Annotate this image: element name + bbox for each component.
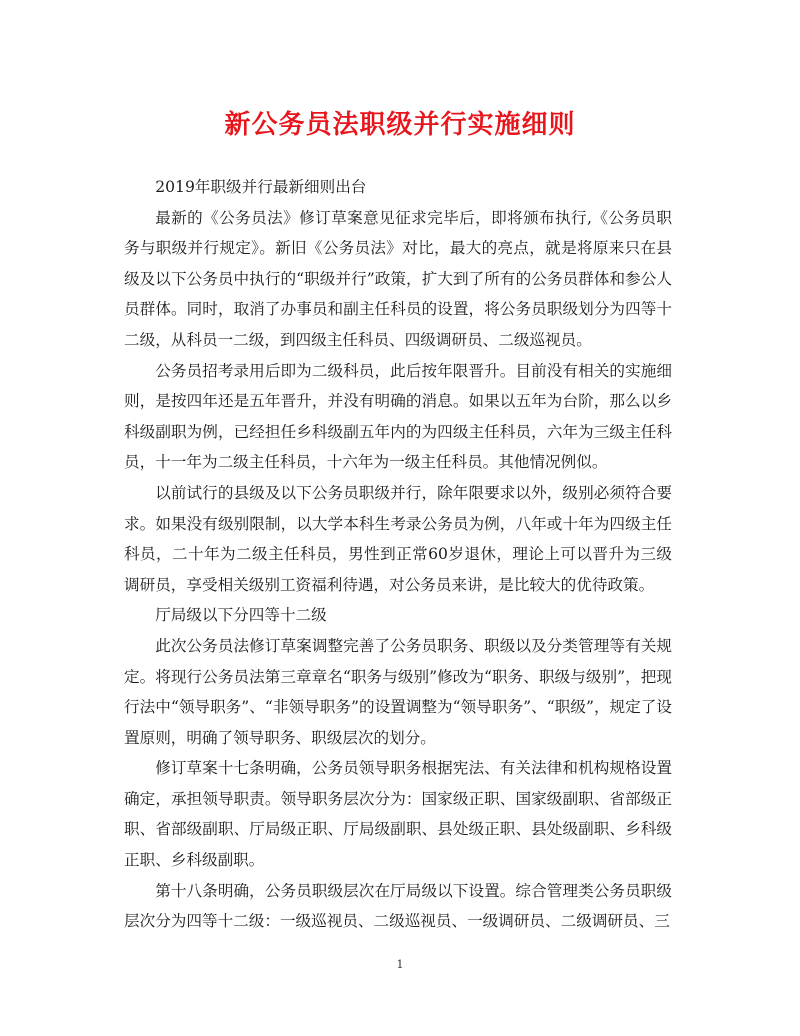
paragraph: 公务员招考录用后即为二级科员，此后按年限晋升。目前没有相关的实施细则，是按四年还是五年晋升，并没有明确的消息。如果以五年为台阶，那么以乡科级副职为例，已经担任乡科级副五年内的为四级主任科员，六年为三级主任科员，十一年为二级主任科员，十六年为一级主任科员。其他情况例似。 [124, 361, 672, 472]
document-title: 新公务员法职级并行实施细则 [224, 110, 576, 140]
document-body [124, 172, 672, 937]
paragraph-subtitle: 2019年职级并行最新细则出台 [155, 178, 367, 196]
paragraph: 第十八条明确，公务员职级层次在厅局级以下设置。综合管理类公务员职级层次分为四等十二级：一级巡视员、二级巡视员、一级调研员、二级调研员、三 [124, 881, 672, 931]
page-number: 1 [396, 958, 404, 971]
paragraph: 以前试行的县级及以下公务员职级并行，除年限要求以外，级别必须符合要求。如果没有级别限制，以大学本科生考录公务员为例，八年或十年为四级主任科员，二十年为二级主任科员，男性到正常60岁退休，理论上可以晋升为三级调研员，享受相关级别工资福利待遇，对公务员来讲，是比较大的优待政策。 [124, 483, 672, 594]
paragraph: 最新的《公务员法》修订草案意见征求完毕后，即将颁布执行,《公务员职务与职级并行规定》。新旧《公务员法》对比，最大的亮点，就是将原来只在县级及以下公务员中执行的“职级并行”政策，扩大到了所有的公务员群体和参公人员群体。同时，取消了办事员和副主任科员的设置，将公务员职级划分为四等十二级，从科员一二级，到四级主任科员、四级调研员、二级巡视员。 [124, 208, 672, 349]
paragraph: 此次公务员法修订草案调整完善了公务员职务、职级以及分类管理等有关规定。将现行公务员法第三章章名“职务与级别”修改为“职务、职级与级别”，把现行法中“领导职务”、“非领导职务”的设置调整为“领导职务”、“职级”，规定了设置原则，明确了领导职务、职级层次的划分。 [124, 636, 672, 747]
paragraph: 修订草案十七条明确，公务员领导职务根据宪法、有关法律和机构规格设置确定，承担领导职责。领导职务层次分为：国家级正职、国家级副职、省部级正职、省部级副职、厅局级正职、厅局级副职、县处级正职、县处级副职、乡科级正职、乡科级副职。 [124, 759, 672, 870]
section-heading: 厅局级以下分四等十二级 [155, 606, 327, 625]
